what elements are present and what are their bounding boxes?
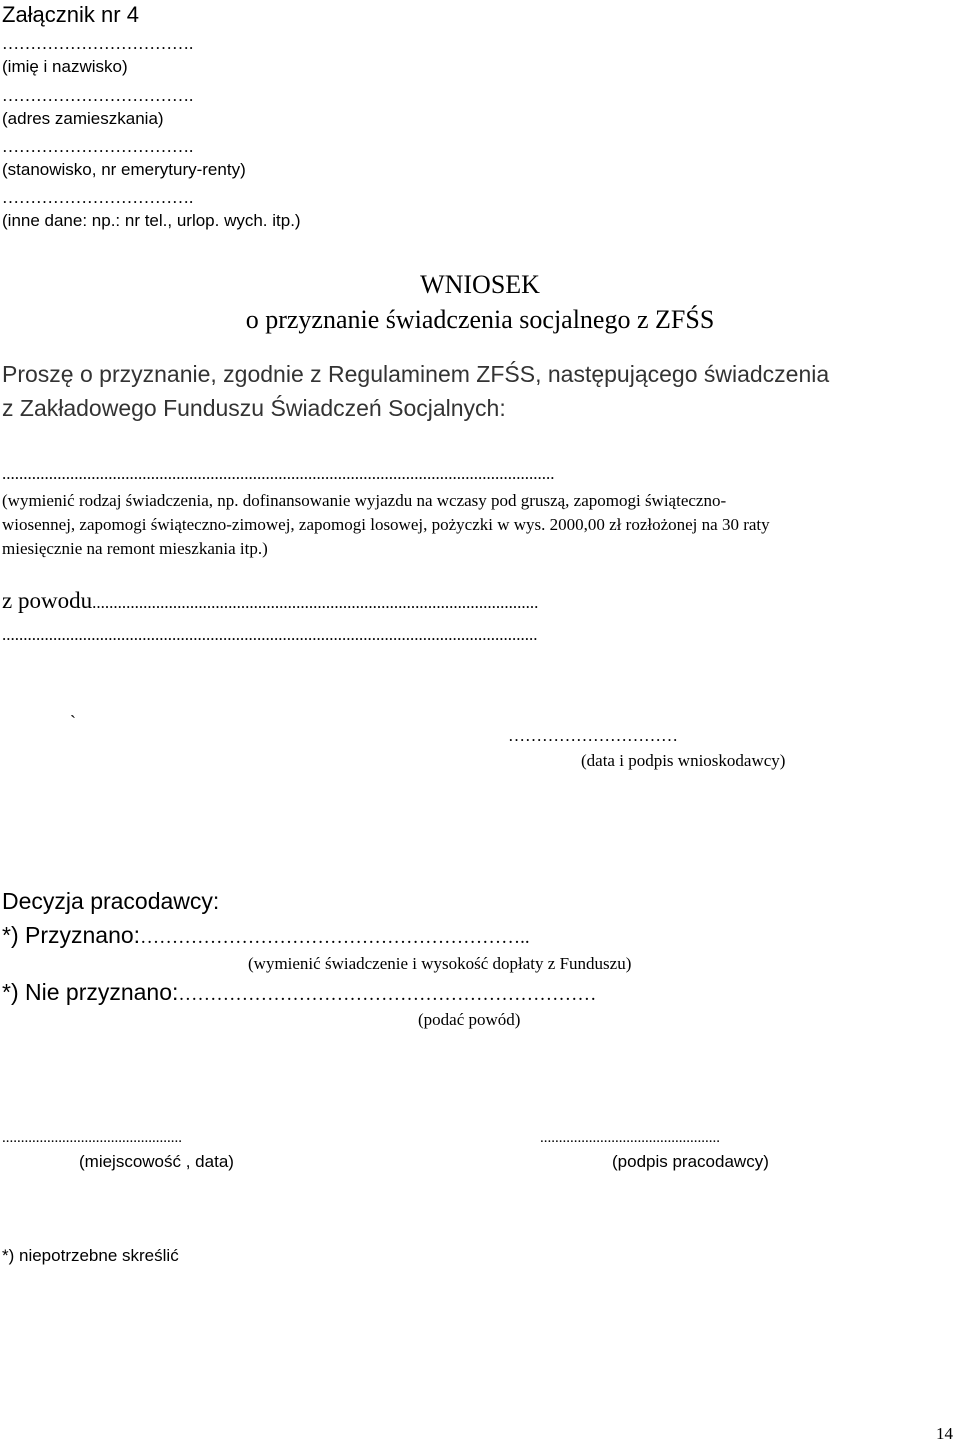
position-field-dots: ……………………………. <box>2 137 194 156</box>
annex-label: Załącznik nr 4 <box>2 2 139 27</box>
other-data-field-label: (inne dane: np.: nr tel., urlop. wych. itp.) <box>2 211 301 230</box>
reason-dots-1: ......................................................................................................... <box>92 593 539 612</box>
benefit-type-hint-2: wiosennej, zapomogi świąteczno-zimowej, zapomogi losowej, pożyczki w wys. 2000,00 zł rozłożonej na 30 raty <box>2 515 770 534</box>
applicant-signature-label: (data i podpis wnioskodawcy) <box>581 751 786 770</box>
document-subtitle: o przyznanie świadczenia socjalnego z ZFŚS <box>245 305 715 334</box>
denied-label: *) Nie przyznano: <box>2 979 179 1005</box>
granted-hint: (wymienić świadczenie i wysokość dopłaty z Funduszu) <box>248 954 632 973</box>
decision-heading: Decyzja pracodawcy: <box>2 888 220 914</box>
denied-dots: ………………………………………………………… <box>178 984 597 1005</box>
place-date-label: (miejscowość , data) <box>79 1152 234 1171</box>
granted-line <box>2 922 530 949</box>
denied-hint: (podać powód) <box>418 1010 521 1029</box>
position-field-label: (stanowisko, nr emerytury-renty) <box>2 160 246 179</box>
employer-signature-dots: ................................................ <box>540 1130 720 1146</box>
reason-dots-2: .............................................................................................................................. <box>2 625 538 644</box>
document-title: WNIOSEK <box>420 270 540 299</box>
employer-signature-label: (podpis pracodawcy) <box>612 1152 769 1171</box>
place-date-dots: ................................................ <box>2 1130 182 1146</box>
reason-label: z powodu <box>2 588 93 613</box>
other-data-field-dots: ……………………………. <box>2 188 194 207</box>
applicant-signature-dots: ………………………… <box>508 726 678 745</box>
denied-line <box>2 979 596 1006</box>
footnote: *) niepotrzebne skreślić <box>2 1246 179 1265</box>
request-text-line-2: z Zakładowego Funduszu Świadczeń Socjalnych: <box>2 395 506 421</box>
address-field-dots: ……………………………. <box>2 86 194 105</box>
request-text-line-1: Proszę o przyznanie, zgodnie z Regulaminem ZFŚS, następującego świadczenia <box>2 361 830 387</box>
benefit-type-dots: .................................................................................................................................. <box>2 464 555 483</box>
reason-line-1 <box>2 588 538 614</box>
name-field-dots: ……………………………. <box>2 34 194 53</box>
granted-label: *) Przyznano: <box>2 922 141 948</box>
benefit-type-hint-3: miesięcznie na remont mieszkania itp.) <box>2 539 268 558</box>
granted-dots: …………………………………………………….. <box>140 927 530 948</box>
name-field-label: (imię i nazwisko) <box>2 57 128 76</box>
address-field-label: (adres zamieszkania) <box>2 109 164 128</box>
stray-mark: ` <box>70 712 76 732</box>
page-number: 14 <box>936 1424 953 1443</box>
benefit-type-hint-1: (wymienić rodzaj świadczenia, np. dofinansowanie wyjazdu na wczasy pod gruszą, zapomogi świąteczno- <box>2 491 727 510</box>
